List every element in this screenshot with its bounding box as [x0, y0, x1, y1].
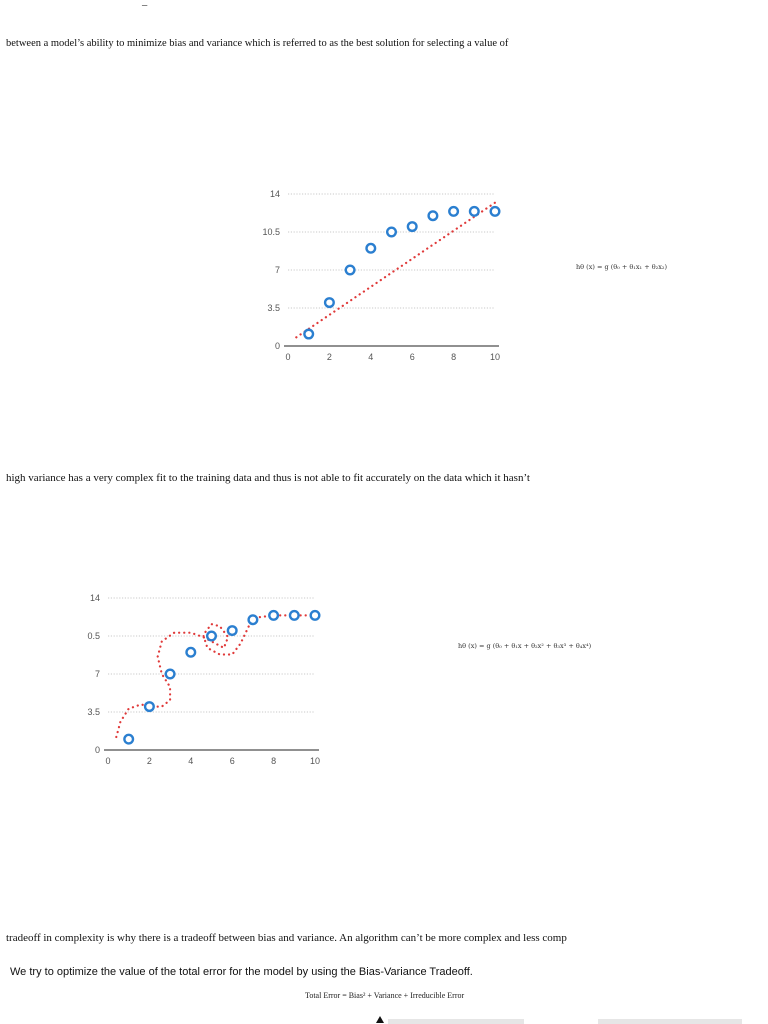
paragraph-complexity-tradeoff: tradeoff in complexity is why there is a tradeoff between bias and variance. An algorithm can’t be more complex and less comp	[6, 932, 567, 944]
y-tick-label: 3.5	[267, 303, 280, 313]
y-tick-label: 0	[274, 341, 280, 351]
underfit-chart	[250, 180, 520, 370]
data-point	[145, 702, 154, 711]
data-point	[187, 648, 196, 657]
data-point	[124, 735, 133, 744]
y-tick-label: 14	[269, 189, 280, 199]
y-tick-label: 10.5	[262, 227, 280, 237]
formula-linear-hypothesis: hθ (x) = g (θ₀ + θ₁x₁ + θ₂x₂)	[576, 263, 668, 271]
x-tick-label: 10	[309, 756, 321, 766]
data-point	[311, 611, 320, 620]
x-tick-label: 8	[271, 756, 277, 766]
x-tick-label: 0	[285, 352, 291, 362]
x-tick-label: 0	[105, 756, 111, 766]
data-point	[304, 330, 313, 339]
top-mark: –	[142, 0, 148, 11]
data-point	[346, 266, 355, 275]
y-tick-label: 14	[89, 593, 100, 603]
data-point	[449, 207, 458, 216]
paragraph-bias-variance-selection: between a model’s ability to minimize bias and variance which is referred to as the best solution for selecting a value of	[6, 38, 509, 49]
data-point	[470, 207, 479, 216]
data-point	[387, 228, 396, 237]
x-tick-label: 10	[489, 352, 501, 362]
data-point	[249, 615, 258, 624]
x-tick-label: 8	[451, 352, 457, 362]
data-point	[207, 632, 216, 641]
data-point	[290, 611, 299, 620]
next-figure-cropped	[376, 1016, 384, 1023]
paragraph-optimize-total-error: We try to optimize the value of the total error for the model by using the Bias-Variance Tradeoff.	[10, 966, 473, 978]
data-point	[408, 222, 417, 231]
x-tick-label: 6	[409, 352, 415, 362]
overfit-chart	[70, 584, 340, 774]
y-tick-label: 0.5	[87, 631, 100, 641]
y-tick-label: 7	[94, 669, 100, 679]
formula-polynomial-hypothesis: hθ (x) = g (θ₀ + θ₁x + θ₂x² + θ₃x³ + θ₄x⁴)	[458, 642, 592, 650]
x-tick-label: 4	[368, 352, 374, 362]
next-figure-cropped-bar-right	[598, 1019, 742, 1024]
x-tick-label: 2	[326, 352, 332, 362]
total-error-equation: Total Error = Bias² + Variance + Irreducible Error	[305, 991, 465, 1000]
next-figure-cropped-bar-left	[388, 1019, 524, 1024]
x-tick-label: 2	[146, 756, 152, 766]
data-point	[325, 298, 334, 307]
data-point	[367, 244, 376, 253]
data-point	[269, 611, 278, 620]
x-tick-label: 4	[188, 756, 194, 766]
data-point	[491, 207, 500, 216]
x-tick-label: 6	[229, 756, 235, 766]
data-point	[166, 670, 175, 679]
y-tick-label: 0	[94, 745, 100, 755]
y-tick-label: 7	[274, 265, 280, 275]
y-tick-label: 3.5	[87, 707, 100, 717]
paragraph-high-variance: high variance has a very complex fit to the training data and thus is not able to fit accurately on the data which it hasn’t	[6, 472, 530, 484]
data-point	[429, 211, 438, 220]
data-point	[228, 626, 237, 635]
